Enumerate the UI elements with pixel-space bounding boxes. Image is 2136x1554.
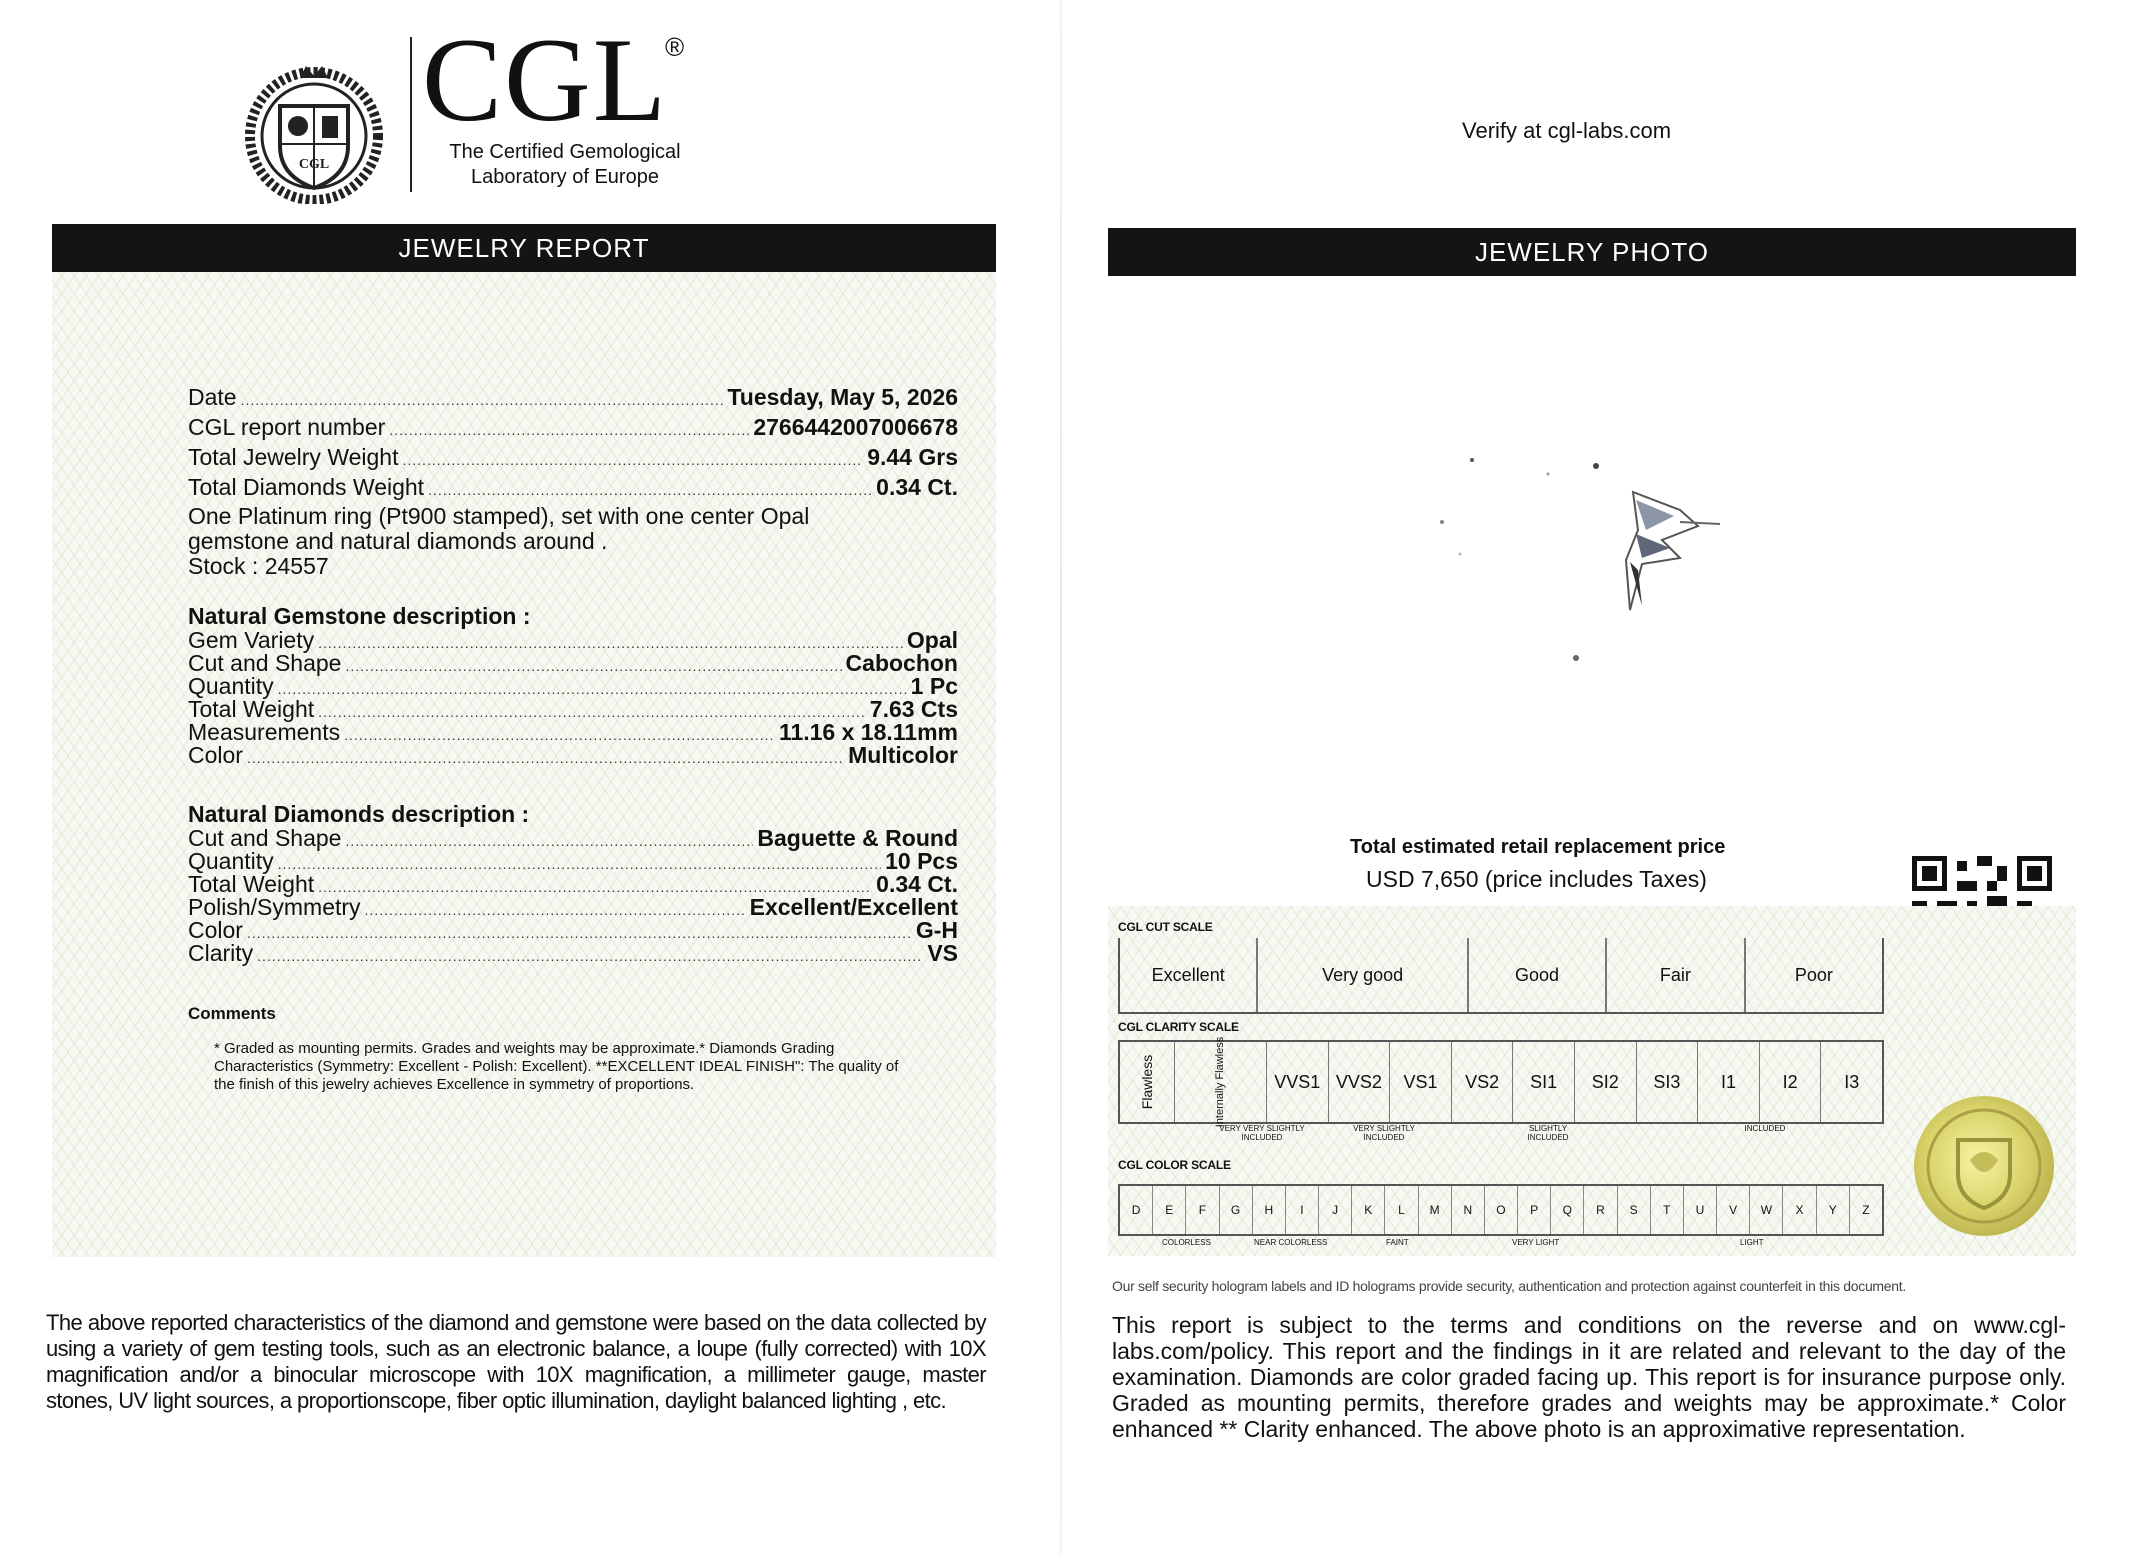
- jewelry-photo-band: JEWELRY PHOTO: [1108, 228, 2076, 276]
- terms-text: This report is subject to the terms and conditions on the reverse and on www.cgl-labs.com/policy. This report and the findings in it are related and relevant to the day of the examination. Diamonds are color graded facing up. This report is for insurance purpose only. Graded as mounting permits, therefore grades and weights may be approximate.* Color enhanced ** Clarity enhanced. The above photo is an approximative representation.: [1112, 1312, 2066, 1442]
- row-label: Total Weight: [188, 696, 315, 722]
- cgl-logo: [240, 13, 700, 192]
- color-grade: J: [1319, 1186, 1352, 1234]
- clarity-grade: I3: [1844, 1071, 1860, 1092]
- color-group-label: NEAR COLORLESS: [1254, 1238, 1328, 1247]
- color-group-label: LIGHT: [1740, 1238, 1764, 1247]
- row-label: Gem Variety: [188, 627, 315, 653]
- color-grade: D: [1120, 1186, 1153, 1234]
- description-line: gemstone and natural diamonds around .: [188, 528, 608, 554]
- color-group-label: FAINT: [1386, 1238, 1409, 1247]
- clarity-group-label: VERY SLIGHTLY INCLUDED: [1353, 1124, 1415, 1142]
- color-grade: V: [1717, 1186, 1750, 1234]
- methodology-text: The above reported characteristics of the diamond and gemstone were based on the data collected by using a variety of gem testing tools, such as an electronic balance, a loupe (fully corrected) with 10X magnification and/or a binocular microscope with 10X magnification, a millimeter gauge, master stones, UV light sources, a proportionscope, fiber optic illumination, daylight balanced lighting , etc.: [46, 1310, 986, 1413]
- date-row: [188, 382, 958, 412]
- color-grade: H: [1253, 1186, 1286, 1234]
- gem-weight-row: [188, 698, 958, 721]
- color-grade: Y: [1817, 1186, 1850, 1234]
- jewelry-photo: [1380, 430, 1800, 690]
- color-scale-title: CGL COLOR SCALE: [1118, 1158, 1231, 1172]
- row-label: Total Diamonds Weight: [188, 474, 425, 500]
- color-grade: F: [1186, 1186, 1219, 1234]
- clarity-vertical-label: Internally Flawless: [1214, 1036, 1227, 1128]
- clarity-scale-title: CGL CLARITY SCALE: [1118, 1020, 1239, 1034]
- diamond-weight-row: [188, 873, 958, 896]
- clarity-internally-flawless: [1175, 1036, 1266, 1128]
- row-value: Opal: [906, 627, 958, 653]
- hologram-seal-icon: [1912, 1094, 2056, 1238]
- page-fold: [1060, 0, 1062, 1554]
- jewelry-weight-row: [188, 442, 958, 472]
- gem-quantity-row: [188, 675, 958, 698]
- cut-grade-poor: Poor: [1794, 964, 1833, 985]
- row-value: 9.44 Grs: [867, 444, 958, 470]
- row-label: CGL report number: [188, 414, 386, 440]
- clarity-grade: VS1: [1390, 1042, 1452, 1122]
- color-grade: P: [1518, 1186, 1551, 1234]
- row-value: Multicolor: [848, 742, 958, 768]
- description-line: One Platinum ring (Pt900 stamped), set with one center Opal: [188, 503, 810, 529]
- row-label: Quantity: [188, 848, 274, 874]
- clarity-grade: VVS2: [1329, 1042, 1391, 1122]
- clarity-grade: I2: [1760, 1042, 1822, 1122]
- cut-scale-title: CGL CUT SCALE: [1118, 920, 1213, 934]
- clarity-grade: SI3: [1637, 1042, 1699, 1122]
- gemstone-section-title: Natural Gemstone description :: [188, 603, 531, 629]
- row-label: Total Jewelry Weight: [188, 444, 399, 470]
- row-value: 11.16 x 18.11mm: [778, 719, 958, 745]
- row-label: Clarity: [188, 940, 254, 966]
- registered-mark: ®: [665, 32, 685, 62]
- clarity-scale: [1118, 1036, 1884, 1128]
- row-value: Excellent/Excellent: [749, 894, 958, 920]
- row-value: VS: [927, 940, 958, 966]
- logo-subtitle-line2: Laboratory of Europe: [471, 166, 659, 188]
- clarity-group-label: SLIGHTLY INCLUDED: [1527, 1124, 1569, 1142]
- clarity-grade: SI1: [1513, 1042, 1575, 1122]
- cut-scale: [1118, 938, 1884, 1014]
- row-value: Baguette & Round: [757, 825, 958, 851]
- row-value: 1 Pc: [910, 673, 958, 699]
- color-grade: Z: [1862, 1203, 1870, 1217]
- report-number-row: [188, 412, 958, 442]
- color-grade: O: [1485, 1186, 1518, 1234]
- diamond-polish-row: [188, 896, 958, 919]
- color-grade: M: [1419, 1186, 1452, 1234]
- jewelry-report-band: JEWELRY REPORT: [52, 224, 996, 272]
- row-label: Cut and Shape: [188, 825, 342, 851]
- clarity-flawless: [1120, 1042, 1175, 1122]
- gemstone-rows: [188, 629, 958, 767]
- color-grade: X: [1783, 1186, 1816, 1234]
- gem-cut-row: [188, 652, 958, 675]
- color-scale: [1118, 1184, 1884, 1236]
- logo-subtitle: [430, 140, 700, 190]
- row-label: Quantity: [188, 673, 274, 699]
- gem-measurements-row: [188, 721, 958, 744]
- cut-grade-very-good: Very good: [1258, 938, 1468, 1012]
- diamond-quantity-row: [188, 850, 958, 873]
- gem-color-row: [188, 744, 958, 767]
- row-label: Color: [188, 917, 243, 943]
- row-label: Date: [188, 384, 237, 410]
- row-label: Total Weight: [188, 871, 315, 897]
- row-value: 7.63 Cts: [869, 696, 958, 722]
- color-group-label: VERY LIGHT: [1512, 1238, 1560, 1247]
- security-note: Our self security hologram labels and ID holograms provide security, authentication and protection against counterfeit in this document.: [1112, 1278, 1906, 1294]
- clarity-grade: VS2: [1452, 1042, 1514, 1122]
- row-label: Measurements: [188, 719, 341, 745]
- clarity-grade: I1: [1698, 1042, 1760, 1122]
- row-label: Cut and Shape: [188, 650, 342, 676]
- price-title: Total estimated retail replacement price: [1350, 836, 1726, 858]
- color-grade: R: [1584, 1186, 1617, 1234]
- color-grade: N: [1452, 1186, 1485, 1234]
- row-value: Cabochon: [845, 650, 958, 676]
- color-group-label: COLORLESS: [1162, 1238, 1211, 1247]
- clarity-group-label: VERY VERY SLIGHTLY INCLUDED: [1219, 1124, 1305, 1142]
- row-label: Polish/Symmetry: [188, 894, 361, 920]
- logo-divider: [410, 37, 412, 192]
- item-description: [188, 504, 958, 579]
- diamonds-weight-row: [188, 472, 958, 502]
- left-page: [0, 0, 1060, 1554]
- logo-subtitle-line1: The Certified Gemological: [449, 141, 681, 163]
- row-value: 0.34 Ct.: [876, 871, 958, 897]
- color-grade: S: [1618, 1186, 1651, 1234]
- seal-text: CGL: [298, 157, 330, 172]
- gem-variety-row: [188, 629, 958, 652]
- color-grade: I: [1286, 1186, 1319, 1234]
- clarity-grade: SI2: [1575, 1042, 1637, 1122]
- cut-grade-excellent: Excellent: [1120, 938, 1258, 1012]
- stock-number: Stock : 24557: [188, 553, 329, 579]
- diamond-rows: [188, 827, 958, 965]
- row-label: Color: [188, 742, 243, 768]
- diamond-cut-row: [188, 827, 958, 850]
- clarity-grade: VVS1: [1267, 1042, 1329, 1122]
- comments-text: * Graded as mounting permits. Grades and weights may be approximate.* Diamonds Grading Characteristics (Symmetry: Excellent - Polish: Excellent). **EXCELLENT IDEAL FINISH": The quality of the finish of this jewelry achieves Excellence in symmetry of proportions.: [214, 1040, 899, 1093]
- row-value: Tuesday, May 5, 2026: [727, 384, 958, 410]
- color-grade: U: [1684, 1186, 1717, 1234]
- report-details: [188, 382, 958, 965]
- diamond-color-row: [188, 919, 958, 942]
- clarity-group-label: INCLUDED: [1744, 1124, 1786, 1133]
- verify-link[interactable]: Verify at cgl-labs.com: [1462, 118, 1672, 143]
- color-grade: E: [1153, 1186, 1186, 1234]
- cut-grade-good: Good: [1469, 938, 1607, 1012]
- row-value: 0.34 Ct.: [876, 474, 958, 500]
- color-grade: W: [1750, 1186, 1783, 1234]
- cgl-seal-icon: [240, 56, 388, 204]
- color-grade: K: [1352, 1186, 1385, 1234]
- color-grade: L: [1385, 1186, 1418, 1234]
- logo-wordmark: CGL: [422, 13, 668, 146]
- color-grade: G: [1220, 1186, 1253, 1234]
- row-value: G-H: [915, 917, 958, 943]
- color-grade: Q: [1551, 1186, 1584, 1234]
- row-value: 10 Pcs: [885, 848, 958, 874]
- comments-title: Comments: [188, 1004, 276, 1023]
- row-value: 2766442007006678: [753, 414, 958, 440]
- diamonds-section-title: Natural Diamonds description :: [188, 801, 530, 827]
- color-grade: T: [1651, 1186, 1684, 1234]
- price-value: USD 7,650 (price includes Taxes): [1366, 866, 1707, 892]
- cut-grade-fair: Fair: [1607, 938, 1745, 1012]
- clarity-vertical-label: Flawless: [1139, 1054, 1156, 1110]
- report-header-rows: [188, 382, 958, 502]
- diamond-clarity-row: [188, 942, 958, 965]
